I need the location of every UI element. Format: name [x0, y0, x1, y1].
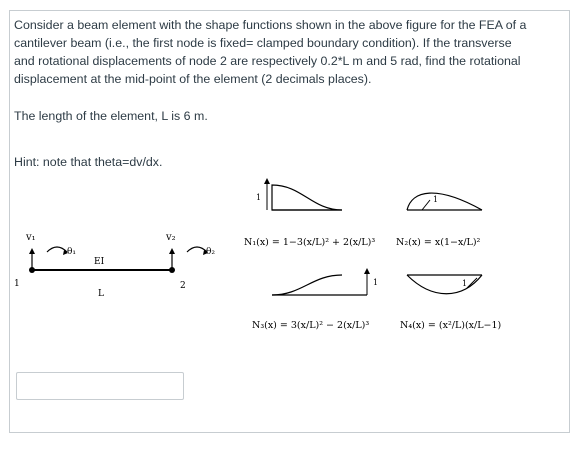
v2-label: v₂ [166, 232, 176, 243]
hint-text: Hint: note that theta=dv/dx. [14, 155, 163, 169]
beam-shape-function-figure [12, 170, 542, 340]
n1-formula: N₁(x) = 1−3(x/L)² + 2(x/L)³ [244, 237, 376, 248]
question-body: Consider a beam element with the shape functions shown in the above figure for the FEA of a cantilever beam (i.e., the first node is fixed= clamped boundary condition). If the transverse and rotational displacements of node 2 are respectively 0.2*L m and 5 rad, find the rotational displacement at the mid-point of the element (2 decimals places). [14, 18, 527, 86]
n4-formula: N₄(x) = (x²/L)(x/L−1) [400, 320, 502, 331]
n3-formula: N₃(x) = 3(x/L)² − 2(x/L)³ [252, 320, 370, 331]
ei-label: EI [94, 257, 105, 267]
shape-function-n4-plot [407, 275, 482, 294]
shape-function-n2-plot [407, 193, 482, 210]
n1-magnitude-label: 1 [256, 193, 262, 202]
n2-magnitude-label: 1 [433, 195, 439, 204]
theta1-label: θ₁ [67, 247, 77, 257]
node-1-label: 1 [14, 279, 20, 289]
question-text [14, 16, 529, 88]
beam-diagram [14, 232, 215, 299]
node-2-label: 2 [180, 281, 186, 291]
theta2-label: θ₂ [206, 247, 216, 257]
shape-function-n1-plot [256, 178, 342, 210]
n2-formula: N₂(x) = x(1−x/L)² [396, 237, 481, 248]
answer-input[interactable] [16, 372, 184, 400]
element-length-text: The length of the element, L is 6 m. [14, 109, 208, 123]
n4-magnitude-label: 1 [462, 279, 468, 288]
shape-function-n3-plot [272, 268, 378, 295]
length-label: L [98, 289, 104, 299]
v1-label: v₁ [26, 232, 36, 243]
n3-magnitude-label: 1 [373, 278, 379, 287]
